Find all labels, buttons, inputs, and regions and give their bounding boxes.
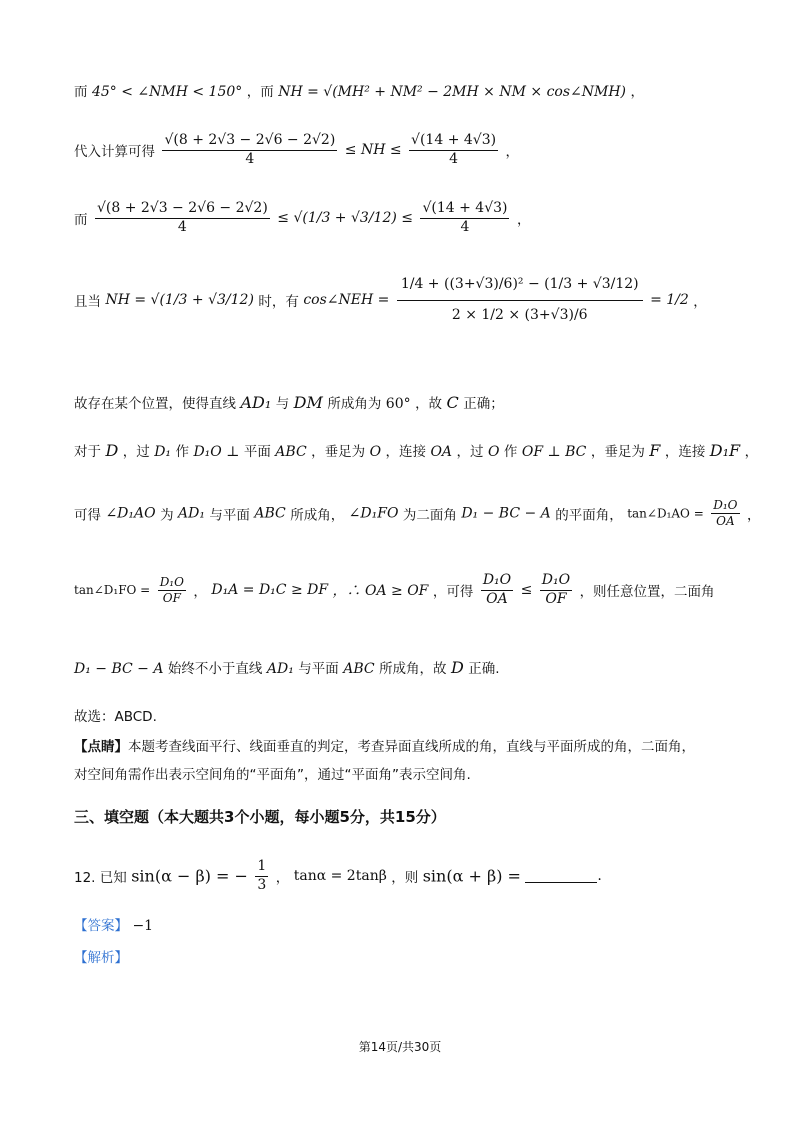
text: 作 — [503, 444, 518, 460]
tan-expr: tanα = 2tanβ — [293, 868, 387, 884]
text: 所成角， — [290, 507, 345, 524]
text: 始终不小于直线 — [167, 661, 263, 677]
line-cos — [74, 270, 707, 330]
numerator: D₁O — [481, 572, 513, 591]
denominator: OA — [716, 514, 735, 528]
option-d: D — [451, 658, 464, 677]
point-o: O — [369, 444, 382, 460]
fraction-tan — [711, 498, 739, 529]
equation: ，∴ OA ≥ OF — [332, 583, 429, 599]
option-c: C — [446, 393, 459, 412]
answer-tag: 【答案】 — [74, 918, 128, 934]
text: ， — [505, 144, 520, 160]
text: 与平面 — [298, 661, 339, 677]
answer-blank — [525, 870, 597, 883]
fraction-lower-bound — [162, 132, 337, 168]
analysis-tag: 【解析】 — [74, 950, 128, 966]
text: 正确. — [468, 661, 500, 677]
comment-line-2: 对空间角需作出表示空间角的“平面角”，通过“平面角”表示空间角. — [74, 767, 471, 783]
result: = 1/2 — [650, 292, 689, 308]
text: 为二面角 — [402, 507, 457, 524]
line-ad1: AD₁ — [178, 505, 205, 522]
fraction-one-third — [255, 858, 268, 894]
text: 所成角，故 — [379, 661, 447, 677]
point-d1: D₁ — [154, 444, 172, 460]
angle: ∠D₁AO — [105, 505, 156, 522]
text: ， — [630, 84, 644, 100]
fraction-left — [481, 572, 513, 608]
perpendicular: OF ⊥ BC — [521, 444, 587, 460]
angle-range: 45° < ∠NMH < 150° — [91, 84, 243, 100]
numerator: √(8 + 2√3 − 2√6 − 2√2) — [162, 132, 337, 151]
numerator: √(14 + 4√3) — [420, 200, 509, 219]
text: 为 — [160, 507, 174, 524]
plane-abc: ABC — [343, 661, 375, 677]
line-conclusion-d — [74, 657, 500, 677]
denominator: 4 — [177, 218, 187, 235]
denominator: 3 — [257, 876, 267, 893]
line-angles — [74, 498, 760, 529]
angle: ∠D₁FO — [348, 505, 399, 522]
tan-expr: tan∠D₁AO = — [627, 506, 704, 521]
numerator: √(8 + 2√3 − 2√6 − 2√2) — [95, 200, 270, 219]
text: 对于 — [74, 444, 101, 460]
text: ，垂足为 — [311, 444, 366, 460]
answer-line — [74, 914, 153, 934]
line-ad1: AD₁ — [240, 393, 272, 412]
tan-expr: tan∠D₁FO = — [74, 583, 151, 597]
dihedral: D₁ − BC − A — [74, 661, 164, 677]
angle-60: 60° — [385, 396, 411, 412]
point-f: F — [649, 441, 661, 460]
plane-abc: ABC — [275, 444, 307, 460]
denominator: 4 — [449, 150, 459, 167]
text: 而 — [74, 84, 88, 100]
text: 可得 — [74, 507, 101, 524]
text: 故存在某个位置，使得直线 — [74, 396, 236, 412]
text: ， — [516, 212, 531, 228]
dihedral: D₁ − BC − A — [461, 505, 551, 522]
nh-formula: NH = √(MH² + NM² − 2MH × NM × cos∠NMH) — [278, 84, 627, 100]
plane-abc: ABC — [254, 505, 286, 522]
text: 平面 — [243, 444, 271, 460]
answer-value: −1 — [132, 918, 154, 934]
text: 而 — [74, 212, 88, 228]
text: ，故 — [415, 396, 443, 412]
fraction-upper-bound — [409, 132, 498, 168]
fraction-tan — [158, 575, 186, 606]
text: ，则任意位置，二面角 — [579, 584, 715, 600]
question-12 — [74, 858, 602, 894]
perpendicular: D₁O ⊥ — [193, 444, 240, 460]
line-compare — [74, 572, 715, 608]
fraction-upper-bound — [420, 200, 509, 236]
text: ，过 — [456, 444, 484, 460]
text: ，则 — [391, 870, 419, 886]
comment-line-1 — [74, 735, 695, 755]
nh-value: NH = √(1/3 + √3/12) — [105, 292, 254, 308]
denominator: OF — [162, 590, 181, 605]
option-d: D — [105, 441, 119, 460]
text: ， — [693, 294, 707, 310]
text: 与平面 — [209, 507, 250, 524]
denominator: OA — [486, 590, 508, 607]
text: ，而 — [246, 84, 274, 100]
section-title: 三、填空题（本大题共3个小题，每小题5分，共15分） — [74, 808, 446, 826]
le-sign: ≤ — [520, 582, 533, 598]
text: 且当 — [74, 294, 101, 310]
text: 所成角为 — [327, 396, 382, 412]
text: 与 — [275, 396, 290, 412]
inequality: ≤ √(1/3 + √3/12) ≤ — [277, 210, 413, 226]
segment-d1f: D₁F — [709, 441, 741, 460]
question-number: 12. 已知 — [74, 870, 127, 886]
cos-label: cos∠NEH = — [303, 292, 390, 308]
line-ad1: AD₁ — [266, 661, 294, 677]
choice-line: 故选：ABCD. — [74, 709, 157, 725]
numerator: D₁O — [713, 498, 738, 512]
comment-text: 本题考查线面平行、线面垂直的判定，考查异面直线所成的角，直线与平面所成的角，二面角， — [128, 739, 695, 755]
line-and — [74, 200, 530, 236]
sin-expr: sin(α − β) = − — [131, 866, 248, 886]
denominator: 2 × 1/2 × (3+√3)/6 — [451, 306, 588, 323]
text: ， — [193, 584, 207, 600]
numerator: 1 — [255, 858, 268, 877]
denominator: OF — [545, 590, 567, 607]
page-footer: 第14页/共30页 — [358, 1040, 442, 1054]
numerator: √(14 + 4√3) — [409, 132, 498, 151]
text: ， — [746, 507, 761, 524]
line-option-d — [74, 440, 758, 460]
denominator: 4 — [245, 150, 255, 167]
numerator: D₁O — [159, 574, 184, 589]
text: ， — [275, 870, 290, 886]
text: ，过 — [122, 444, 150, 460]
fraction-lower-bound — [95, 200, 270, 236]
line-substitute — [74, 132, 519, 168]
text: 时，有 — [258, 294, 299, 310]
denominator: 4 — [460, 218, 470, 235]
text: ，垂足为 — [590, 444, 645, 460]
inequality: ≤ NH ≤ — [344, 142, 402, 158]
numerator: 1/4 + ((3+√3)/6)² − (1/3 + √3/12) — [397, 270, 643, 301]
numerator: D₁O — [540, 572, 572, 591]
text: ，可得 — [432, 584, 474, 600]
text: . — [597, 868, 602, 884]
text: 正确； — [463, 396, 504, 412]
text: 作 — [175, 444, 189, 460]
fraction-cos — [397, 270, 643, 330]
equation: D₁A = D₁C ≥ DF — [211, 582, 329, 598]
text: ，连接 — [664, 444, 706, 460]
fraction-right — [540, 572, 572, 608]
comment-tag: 【点睛】 — [74, 739, 128, 755]
text: 的平面角， — [555, 507, 623, 524]
text: ，连接 — [385, 444, 426, 460]
point-o: O — [487, 444, 500, 460]
segment-oa: OA — [430, 444, 453, 460]
line-nh-range — [74, 80, 644, 100]
line-dm: DM — [293, 393, 323, 412]
text: ， — [744, 444, 759, 460]
line-conclusion-c — [74, 392, 504, 412]
text: 代入计算可得 — [74, 144, 155, 160]
target-expr: sin(α + β) = — [422, 866, 521, 886]
